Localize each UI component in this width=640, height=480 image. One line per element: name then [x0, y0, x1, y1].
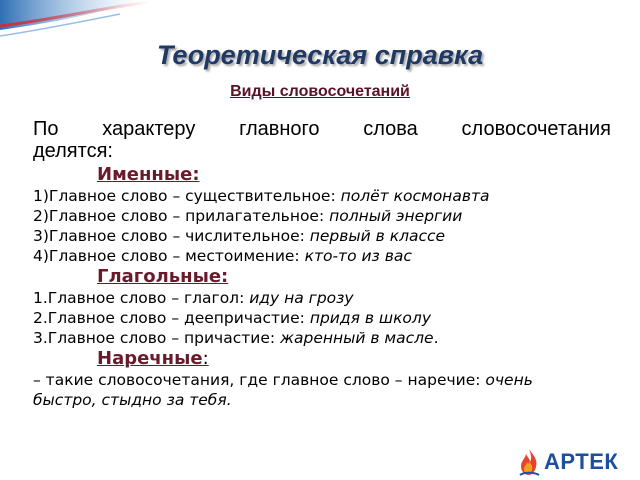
list-item: – такие словосочетания, где главное слово – наречие: очень [33, 371, 533, 389]
page-subtitle: Виды словосочетаний [230, 83, 410, 100]
artek-logo [518, 448, 618, 476]
list-item: 1.Главное слово – глагол: иду на грозу [33, 289, 354, 307]
intro-line-2: делятся: [33, 140, 113, 162]
list-item: 3)Главное слово – числительное: первый в классе [33, 227, 446, 245]
list-item: 3.Главное слово – причастие: жаренный в масле. [33, 329, 439, 347]
list-item: 2)Главное слово – прилагательное: полный энергии [33, 207, 463, 225]
logo-text: АРТЕК [544, 449, 619, 474]
page-title: Теоретическая справка [156, 40, 484, 70]
section-heading-nominal: Именные: [97, 164, 200, 185]
intro-line-1: По характеру главного слова словосочетания [33, 118, 611, 140]
list-item: 1)Главное слово – существительное: полёт космонавта [33, 187, 490, 205]
section-heading-verbal: Глагольные: [97, 266, 229, 287]
flame-logo-icon [518, 448, 540, 476]
list-item: 2.Главное слово – деепричастие: придя в школу [33, 309, 431, 327]
content-body [33, 118, 611, 410]
list-item: 4)Главное слово – местоимение: кто-то из вас [33, 247, 412, 265]
section-heading-adverbial: Наречные: [97, 348, 209, 369]
list-item: быстро, стыдно за тебя. [33, 391, 232, 409]
